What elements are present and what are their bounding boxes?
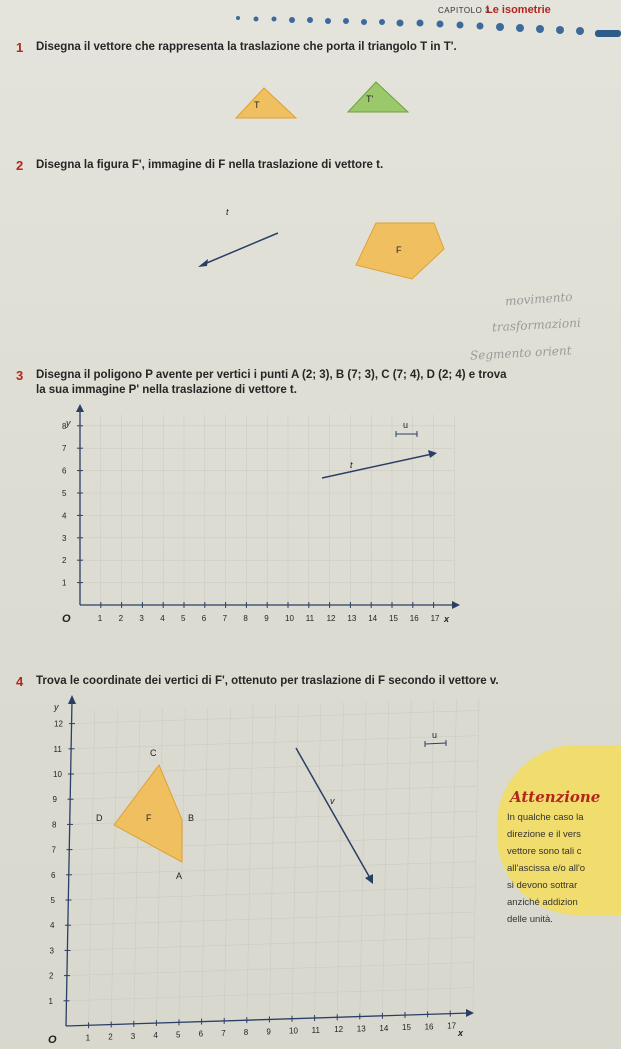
graph-3-x-tick-label: 8 [243,614,248,623]
attention-line-7: delle unità. [507,914,553,925]
graph-4-x-tick-label: 6 [198,1029,204,1039]
graph-4-x-tick-label: 12 [334,1025,344,1035]
graph-4-vector-label: v [330,796,335,806]
graph-4-y-tick-label: 4 [50,921,55,931]
graph-4-y-tick-label: 8 [52,820,57,830]
graph-3-x-tick-label: 14 [368,614,378,623]
graph-3-vector-t [322,454,432,478]
graph-4-vertex-c: C [150,748,157,758]
attention-line-2: direzione e il vers [507,829,581,840]
exercise-1-text: Disegna il vettore che rappresenta la traslazione che porta il triangolo T in T'. [36,41,457,53]
graph-4-vertex-a: A [176,871,183,881]
attention-title: Attenzione [510,788,601,806]
exercise-4-number: 4 [16,674,24,689]
graph-3-y-tick-label: 7 [62,444,67,454]
graph-3-x-tick-label: 4 [160,614,165,623]
exercise-2-number: 2 [16,158,24,173]
graph-3-y-tick-label: 4 [62,511,67,521]
graph-3 [0,400,621,635]
graph-4-unit-segment [425,743,446,744]
figure-2 [190,195,460,290]
attention-line-5: si devono sottrar [507,880,578,891]
vector-t [202,233,278,265]
graph-3-y-tick-label: 3 [62,533,67,543]
graph-3-x-tick-label: 7 [222,614,228,623]
shape-f-label: F [396,245,402,255]
graph-3-x-tick-label: 5 [181,614,186,623]
graph-3-x-tick-label: 13 [347,614,357,623]
graph-3-x-tick-label: 2 [118,614,124,623]
vector-t-label: t [226,207,229,217]
graph-4-y-tick-label: 7 [51,845,56,855]
graph-4-y-tick-label: 2 [49,971,54,981]
graph-3-x-tick-label: 17 [430,614,440,623]
graph-4-y-label: y [54,702,59,712]
graph-3-y-arrow [76,404,84,412]
graph-4-y-tick-label: 11 [53,744,62,754]
graph-3-grid [80,415,454,605]
chapter-title: Le isometrie [486,4,551,16]
graph-3-x-tick-label: 12 [326,614,336,623]
graph-4-x-tick-label: 1 [85,1033,91,1043]
handwriting-2: trasformazioni [491,315,582,335]
graph-4-y-tick-label: 1 [48,996,53,1006]
graph-4-x-tick-label: 4 [153,1031,158,1041]
graph-3-vector-label: t [350,460,353,470]
graph-4-x-tick-label: 7 [221,1028,226,1038]
graph-3-x-tick-label: 16 [409,614,419,623]
graph-4-unit-label: u [432,730,438,740]
graph-3-y-tick-label: 2 [62,556,67,566]
exercise-1-number: 1 [16,40,24,55]
attention-line-4: all'ascissa e/o all'o [507,863,586,874]
attention-line-3: vettore sono tali c [507,846,582,857]
graph-4 [0,690,621,1049]
exercise-4-text: Trova le coordinate dei vertici di F', ottenuto per traslazione di F secondo il vettore v. [36,675,499,687]
graph-4-x-tick-label: 16 [424,1022,434,1032]
graph-4-grid [67,698,480,1025]
triangle-t-prime [348,82,408,112]
graph-3-x-tick-label: 10 [285,614,294,623]
attention-line-6: anziché addizion [507,897,578,908]
graph-4-x-tick-label: 10 [289,1026,298,1036]
graph-4-x-tick-label: 8 [243,1028,249,1038]
graph-4-y-tick-label: 9 [52,795,57,805]
exercise-3-number: 3 [16,368,24,383]
graph-3-x-tick-label: 3 [139,614,144,623]
exercise-3-text-line-2: la sua immagine P' nella traslazione di vettore t. [36,384,297,396]
graph-4-x-tick-label: 11 [311,1025,320,1035]
graph-3-x-label: x [444,614,450,624]
chapter-label: CAPITOLO 3 [438,6,490,15]
figure-1 [230,70,430,125]
label-t-prime: T' [366,94,374,104]
graph-3-x-tick-label: 1 [97,614,103,623]
graph-4-x-tick-label: 2 [108,1032,113,1042]
graph-4-x-tick-label: 15 [402,1023,411,1033]
handwriting-1: movimento [504,289,573,309]
graph-3-vector-t-arrowhead [428,450,437,458]
graph-3-x-tick-label: 9 [264,614,269,623]
graph-3-y-tick-label: 1 [62,578,67,588]
graph-4-y-tick-label: 5 [50,896,55,905]
graph-3-x-tick-label: 15 [389,614,398,623]
graph-3-y-tick-label: 6 [62,466,67,476]
attention-line-1: In qualche caso la [507,812,584,823]
exercise-2-text: Disegna la figura F', immagine di F nella traslazione di vettore t. [36,159,384,171]
graph-4-x-label: x [458,1028,464,1038]
graph-4-x-tick-label: 5 [176,1030,181,1040]
graph-3-x-arrow [452,601,460,609]
graph-4-vector-v [296,748,370,878]
graph-4-y-arrow [68,695,76,704]
graph-4-y-tick-label: 6 [51,870,56,880]
graph-4-origin: O [48,1034,57,1046]
graph-3-y-label: y [66,418,71,428]
graph-4-y-tick-label: 12 [54,719,63,729]
graph-4-x-tick-label: 13 [356,1024,366,1034]
handwriting-3: Segmento orient [469,343,572,363]
graph-4-vertex-b: B [188,813,195,823]
graph-3-unit-label: u [403,420,409,430]
graph-4-y-tick-label: 3 [49,946,54,956]
graph-4-x-tick-label: 9 [266,1027,271,1037]
graph-3-x-tick-label: 11 [305,614,315,623]
graph-4-x-tick-label: 3 [130,1031,136,1041]
exercise-3-text-line-1: Disegna il poligono P avente per vertici i punti A (2; 3), B (7; 3), C (7; 4), D (2; 4) e trova [36,369,507,381]
graph-4-x-tick-label: 14 [379,1023,389,1033]
graph-3-x-tick-label: 6 [201,614,207,623]
graph-3-y-tick-label: 5 [62,489,67,498]
graph-4-vertex-d: D [96,813,103,823]
graph-4-shape-label: F [146,813,152,823]
graph-3-y-tick-label: 8 [62,421,67,431]
label-t: T [254,100,260,110]
graph-4-y-tick-label: 10 [53,770,62,779]
vector-t-arrowhead [198,259,208,267]
graph-3-origin: O [62,613,71,625]
graph-4-x-tick-label: 17 [447,1021,457,1031]
triangle-t [236,88,296,118]
